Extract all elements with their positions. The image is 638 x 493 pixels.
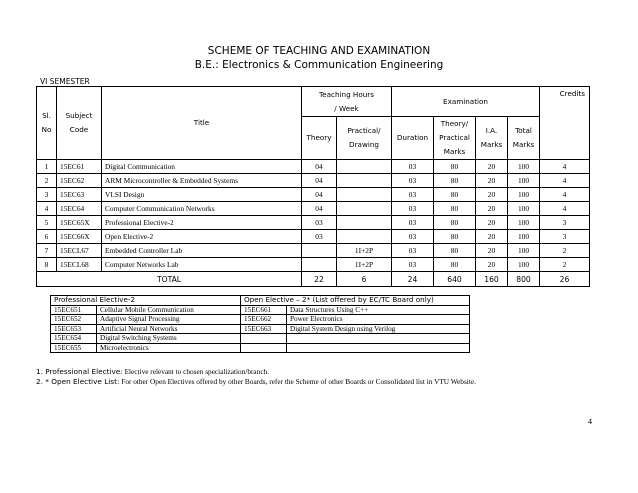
row-credits: 3	[540, 230, 590, 244]
elective-row	[51, 315, 470, 325]
row-practical	[337, 230, 392, 244]
row-sl: 5	[37, 216, 57, 230]
total-marks-header: Total Marks	[508, 117, 540, 160]
row-theory: 03	[302, 230, 337, 244]
open-title	[287, 343, 470, 353]
row-title: Open Elective-2	[102, 230, 302, 244]
row-practical	[337, 174, 392, 188]
open-elective-header: Open Elective – 2* (List offered by EC/TC Board only)	[241, 296, 470, 306]
row-tp-marks: 80	[434, 188, 476, 202]
table-row	[37, 188, 590, 202]
examination-header: Examination	[392, 87, 540, 117]
table-row	[37, 160, 590, 174]
row-practical	[337, 216, 392, 230]
row-code: 15EC64	[57, 202, 102, 216]
row-credits: 3	[540, 216, 590, 230]
row-title: Embedded Controller Lab	[102, 244, 302, 258]
elective-row	[51, 324, 470, 334]
prof-title: Artificial Neural Networks	[97, 324, 241, 334]
open-title	[287, 334, 470, 344]
table-row	[37, 174, 590, 188]
electives-table	[50, 295, 470, 353]
total-ia: 160	[476, 272, 508, 287]
row-theory: 03	[302, 216, 337, 230]
row-practical: 1I+2P	[337, 258, 392, 272]
row-ia: 20	[476, 160, 508, 174]
credits-header: Credits	[540, 87, 590, 160]
row-total: 100	[508, 160, 540, 174]
row-total: 100	[508, 230, 540, 244]
row-theory: 04	[302, 202, 337, 216]
subject-code-header: Subject Code	[57, 87, 102, 160]
row-tp-marks: 80	[434, 160, 476, 174]
row-theory: 04	[302, 174, 337, 188]
total-credits: 26	[540, 272, 590, 287]
open-title: Data Structures Using C++	[287, 305, 470, 315]
row-credits: 4	[540, 188, 590, 202]
row-total: 100	[508, 244, 540, 258]
row-sl: 1	[37, 160, 57, 174]
duration-header: Duration	[392, 117, 434, 160]
sl-no-header: Sl. No	[37, 87, 57, 160]
row-theory	[302, 258, 337, 272]
open-title: Power Electronics	[287, 315, 470, 325]
open-title: Digital System Design using Verilog	[287, 324, 470, 334]
row-title: ARM Microcontroller & Embedded Systems	[102, 174, 302, 188]
row-code: 15EC61	[57, 160, 102, 174]
row-title: Professional Elective-2	[102, 216, 302, 230]
row-practical	[337, 160, 392, 174]
row-ia: 20	[476, 216, 508, 230]
row-ia: 20	[476, 244, 508, 258]
row-tp-marks: 80	[434, 244, 476, 258]
table-row	[37, 230, 590, 244]
row-code: 15EC63	[57, 188, 102, 202]
row-credits: 4	[540, 160, 590, 174]
row-credits: 2	[540, 244, 590, 258]
table-header-row-1	[37, 87, 590, 117]
total-tp-marks: 640	[434, 272, 476, 287]
open-code	[241, 343, 287, 353]
row-tp-marks: 80	[434, 202, 476, 216]
page-title: SCHEME OF TEACHING AND EXAMINATION	[207, 45, 431, 57]
note1-label: 1. Professional Elective:	[36, 367, 123, 376]
prof-code: 15EC651	[51, 305, 97, 315]
table-row	[37, 216, 590, 230]
row-title: Computer Communication Networks	[102, 202, 302, 216]
row-duration: 03	[392, 174, 434, 188]
elective-row	[51, 334, 470, 344]
total-label: TOTAL	[37, 272, 302, 287]
open-code: 15EC663	[241, 324, 287, 334]
prof-code: 15EC653	[51, 324, 97, 334]
elective-row	[51, 343, 470, 353]
row-title: Computer Networks Lab	[102, 258, 302, 272]
row-duration: 03	[392, 258, 434, 272]
note-professional-elective	[36, 367, 269, 376]
row-duration: 03	[392, 244, 434, 258]
row-sl: 8	[37, 258, 57, 272]
prof-title: Microelectronics	[97, 343, 241, 353]
row-title: VLSI Design	[102, 188, 302, 202]
row-ia: 20	[476, 174, 508, 188]
row-duration: 03	[392, 216, 434, 230]
total-duration: 24	[392, 272, 434, 287]
row-total: 100	[508, 202, 540, 216]
row-total: 100	[508, 174, 540, 188]
row-practical	[337, 202, 392, 216]
prof-code: 15EC655	[51, 343, 97, 353]
row-total: 100	[508, 258, 540, 272]
row-duration: 03	[392, 188, 434, 202]
row-sl: 7	[37, 244, 57, 258]
open-code	[241, 334, 287, 344]
title-header: Title	[102, 87, 302, 160]
row-tp-marks: 80	[434, 174, 476, 188]
row-ia: 20	[476, 258, 508, 272]
row-total: 100	[508, 216, 540, 230]
professional-elective-header: Professional Elective-2	[51, 296, 241, 306]
row-ia: 20	[476, 188, 508, 202]
row-theory	[302, 244, 337, 258]
row-sl: 3	[37, 188, 57, 202]
teaching-hours-header: Teaching Hours / Week	[302, 87, 392, 117]
page-subtitle: B.E.: Electronics & Communication Engineering	[194, 59, 444, 71]
scheme-table	[36, 86, 590, 287]
row-tp-marks: 80	[434, 230, 476, 244]
total-theory: 22	[302, 272, 337, 287]
elective-row	[51, 305, 470, 315]
row-title: Digital Communication	[102, 160, 302, 174]
row-credits: 4	[540, 174, 590, 188]
open-code: 15EC661	[241, 305, 287, 315]
note1-text: Elective relevant to chosen specialization/branch.	[122, 367, 270, 376]
row-tp-marks: 80	[434, 258, 476, 272]
row-practical	[337, 188, 392, 202]
row-theory: 04	[302, 188, 337, 202]
row-ia: 20	[476, 202, 508, 216]
open-code: 15EC662	[241, 315, 287, 325]
row-total: 100	[508, 188, 540, 202]
electives-header-row	[51, 296, 470, 306]
note2-label: 2. * Open Elective List:	[36, 377, 120, 386]
row-code: 15EC62	[57, 174, 102, 188]
prof-title: Digital Switching Systems	[97, 334, 241, 344]
row-code: 15ECL67	[57, 244, 102, 258]
row-theory: 04	[302, 160, 337, 174]
prof-title: Cellular Mobile Communication	[97, 305, 241, 315]
theory-practical-marks-header: Theory/ Practical Marks	[434, 117, 476, 160]
row-credits: 4	[540, 202, 590, 216]
row-duration: 03	[392, 160, 434, 174]
note-open-elective	[36, 377, 476, 386]
semester-label: VI SEMESTER	[40, 77, 90, 86]
row-tp-marks: 80	[434, 216, 476, 230]
row-code: 15ECL68	[57, 258, 102, 272]
row-duration: 03	[392, 230, 434, 244]
prof-title: Adaptive Signal Processing	[97, 315, 241, 325]
row-credits: 2	[540, 258, 590, 272]
row-ia: 20	[476, 230, 508, 244]
row-sl: 2	[37, 174, 57, 188]
prof-code: 15EC652	[51, 315, 97, 325]
prof-code: 15EC654	[51, 334, 97, 344]
ia-marks-header: I.A. Marks	[476, 117, 508, 160]
total-practical: 6	[337, 272, 392, 287]
row-sl: 4	[37, 202, 57, 216]
practical-drawing-header: Practical/ Drawing	[337, 117, 392, 160]
row-practical: 1I+2P	[337, 244, 392, 258]
note2-text: For other Open Electives offered by other Boards, refer the Scheme of other Boards or Consolidated list in VTU Website.	[119, 377, 476, 386]
total-total: 800	[508, 272, 540, 287]
theory-header: Theory	[302, 117, 337, 160]
table-row	[37, 258, 590, 272]
row-sl: 6	[37, 230, 57, 244]
row-duration: 03	[392, 202, 434, 216]
page-number: 4	[588, 417, 592, 426]
table-row	[37, 202, 590, 216]
row-code: 15EC65X	[57, 216, 102, 230]
table-row	[37, 244, 590, 258]
total-row	[37, 272, 590, 287]
row-code: 15EC66X	[57, 230, 102, 244]
